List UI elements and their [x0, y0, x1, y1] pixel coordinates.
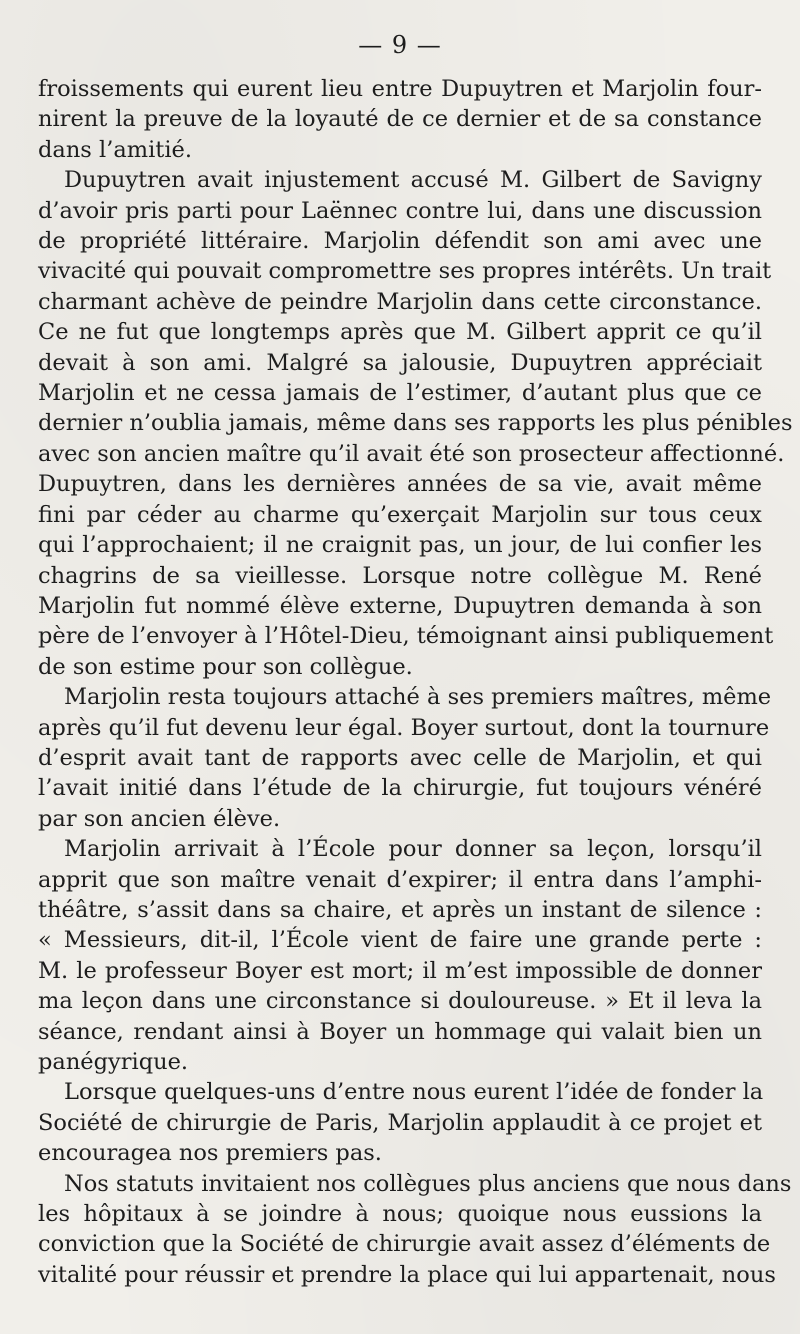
- text-line: nirent la preuve de la loyauté de ce dernier et de sa constance: [38, 106, 762, 133]
- text-line: Marjolin et ne cessa jamais de l’estimer, d’autant plus que ce: [38, 380, 762, 407]
- text-line: Ce ne fut que longtemps après que M. Gilbert apprit ce qu’il: [38, 319, 762, 346]
- text-line: chagrins de sa vieillesse. Lorsque notre collègue M. René: [38, 562, 762, 589]
- paragraph: [38, 74, 762, 165]
- text-line: encouragea nos premiers pas.: [38, 1140, 382, 1167]
- text-line: qui l’approchaient; il ne craignit pas, un jour, de lui confier les: [38, 532, 762, 559]
- text-line: de son estime pour son collègue.: [38, 653, 413, 680]
- text-line: séance, rendant ainsi à Boyer un hommage qui valait bien un: [38, 1018, 762, 1045]
- text-line: vivacité qui pouvait compromettre ses propres intérêts. Un trait: [38, 258, 772, 285]
- text-line: conviction que la Société de chirurgie avait assez d’éléments de: [38, 1231, 771, 1258]
- text-line: dans l’amitié.: [38, 136, 193, 163]
- text-line: dernier n’oublia jamais, même dans ses rapports les plus pénibles: [38, 410, 793, 437]
- text-line: Marjolin arrivait à l’École pour donner sa leçon, lorsqu’il: [64, 836, 762, 863]
- body-text: [38, 74, 793, 1290]
- text-line: Nos statuts invitaient nos collègues plus anciens que nous dans: [64, 1170, 792, 1197]
- text-line: par son ancien élève.: [38, 805, 281, 832]
- text-line: « Messieurs, dit-il, l’École vient de faire une grande perte :: [38, 927, 762, 954]
- text-line: apprit que son maître venait d’expirer; il entra dans l’amphi-: [38, 866, 762, 893]
- paragraph: [38, 1169, 792, 1291]
- page-number: — 9 —: [358, 31, 442, 59]
- text-line: de propriété littéraire. Marjolin défendit son ami avec une: [38, 228, 762, 255]
- text-line: Dupuytren, dans les dernières années de sa vie, avait même: [38, 471, 762, 498]
- text-line: l’avait initié dans l’étude de la chirurgie, fut toujours vénéré: [38, 775, 762, 802]
- text-line: Marjolin fut nommé élève externe, Dupuytren demanda à son: [38, 592, 762, 619]
- text-line: vitalité pour réussir et prendre la place qui lui appartenait, nous: [38, 1261, 776, 1288]
- text-line: panégyrique.: [38, 1049, 189, 1075]
- text-line: Société de chirurgie de Paris, Marjolin applaudit à ce projet et: [38, 1109, 762, 1136]
- text-line: fini par céder au charme qu’exerçait Marjolin sur tous ceux: [38, 501, 762, 528]
- paragraph: [38, 165, 793, 682]
- text-line: devait à son ami. Malgré sa jalousie, Dupuytren appréciait: [38, 349, 762, 376]
- text-line: Dupuytren avait injustement accusé M. Gilbert de Savigny: [64, 167, 762, 194]
- text-line: M. le professeur Boyer est mort; il m’est impossible de donner: [38, 957, 762, 984]
- text-line: après qu’il fut devenu leur égal. Boyer surtout, dont la tournure: [38, 714, 770, 741]
- text-line: théâtre, s’assit dans sa chaire, et après un instant de silence :: [38, 896, 762, 923]
- paragraph: [38, 1077, 762, 1168]
- text-line: froissements qui eurent lieu entre Dupuytren et Marjolin four-: [38, 76, 762, 102]
- text-line: charmant achève de peindre Marjolin dans cette circonstance.: [38, 288, 762, 315]
- text-line: les hôpitaux à se joindre à nous; quoique nous eussions la: [38, 1201, 762, 1228]
- paragraph: [38, 682, 772, 834]
- text-line: Lorsque quelques-uns d’entre nous eurent l’idée de fonder la: [64, 1079, 764, 1106]
- text-line: d’esprit avait tant de rapports avec celle de Marjolin, et qui: [38, 744, 762, 771]
- paragraph: [38, 834, 762, 1077]
- text-line: d’avoir pris parti pour Laënnec contre lui, dans une discussion: [38, 197, 762, 224]
- text-line: avec son ancien maître qu’il avait été son prosecteur affectionné.: [38, 440, 785, 467]
- text-line: ma leçon dans une circonstance si douloureuse. » Et il leva la: [38, 988, 762, 1015]
- text-line: Marjolin resta toujours attaché à ses premiers maîtres, même: [64, 684, 772, 711]
- text-line: père de l’envoyer à l’Hôtel-Dieu, témoignant ainsi publiquement: [38, 623, 774, 650]
